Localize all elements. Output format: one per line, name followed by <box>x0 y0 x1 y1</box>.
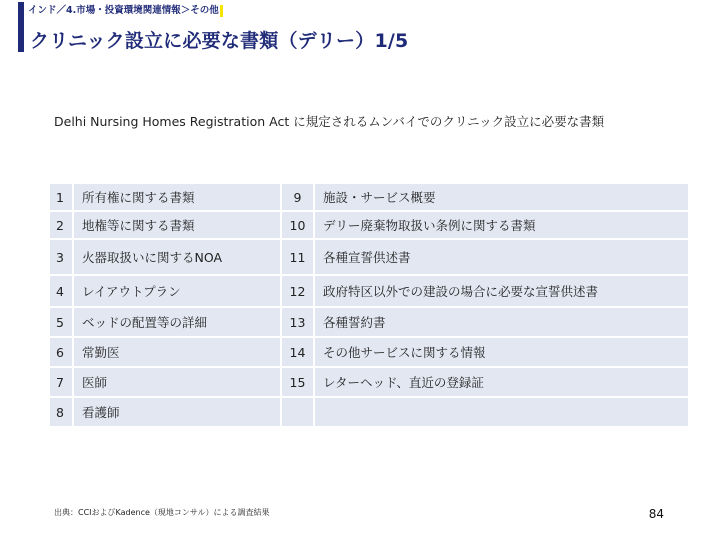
doc-name: 所有権に関する書類 <box>73 183 281 211</box>
doc-name: 地権等に関する書類 <box>73 211 281 239</box>
documents-table <box>48 182 690 428</box>
doc-name: 火器取扱いに関するNOA <box>73 239 281 275</box>
table-row <box>49 337 689 367</box>
doc-number: 7 <box>49 367 73 397</box>
doc-name: デリー廃棄物取扱い条例に関する書類 <box>314 211 689 239</box>
doc-name: 各種誓約書 <box>314 307 689 337</box>
doc-number: 2 <box>49 211 73 239</box>
table-row <box>49 367 689 397</box>
doc-name: 施設・サービス概要 <box>314 183 689 211</box>
breadcrumb-text: インド／4.市場・投資環境関連情報＞その他 <box>28 5 219 16</box>
breadcrumb-highlight-mark <box>220 5 223 17</box>
doc-name: 看護師 <box>73 397 281 427</box>
doc-number: 5 <box>49 307 73 337</box>
source-footnote: 出典：CCIおよびKadence（現地コンサル）による調査結果 <box>54 508 270 517</box>
doc-number: 10 <box>281 211 314 239</box>
table-row <box>49 307 689 337</box>
table-row <box>49 183 689 211</box>
doc-name: その他サービスに関する情報 <box>314 337 689 367</box>
doc-number: 15 <box>281 367 314 397</box>
doc-number: 4 <box>49 275 73 307</box>
doc-number: 3 <box>49 239 73 275</box>
doc-name: 常勤医 <box>73 337 281 367</box>
doc-name <box>314 397 689 427</box>
doc-name: 各種宣誓供述書 <box>314 239 689 275</box>
title-accent-bar <box>18 2 24 52</box>
table-row <box>49 239 689 275</box>
doc-number: 13 <box>281 307 314 337</box>
doc-number: 8 <box>49 397 73 427</box>
table-row <box>49 397 689 427</box>
doc-number: 9 <box>281 183 314 211</box>
doc-number: 14 <box>281 337 314 367</box>
doc-number <box>281 397 314 427</box>
doc-name: 政府特区以外での建設の場合に必要な宣誓供述書 <box>314 275 689 307</box>
doc-number: 1 <box>49 183 73 211</box>
doc-number: 11 <box>281 239 314 275</box>
doc-name: レイアウトプラン <box>73 275 281 307</box>
page-number: 84 <box>648 507 664 521</box>
doc-number: 12 <box>281 275 314 307</box>
table-row <box>49 275 689 307</box>
breadcrumb <box>28 4 223 18</box>
doc-name: ベッドの配置等の詳細 <box>73 307 281 337</box>
doc-name: レターヘッド、直近の登録証 <box>314 367 689 397</box>
intro-text: Delhi Nursing Homes Registration Act に規定されるムンバイでのクリニック設立に必要な書類 <box>54 114 605 129</box>
doc-number: 6 <box>49 337 73 367</box>
page-title: クリニック設立に必要な書類（デリー）1/5 <box>30 30 409 52</box>
doc-name: 医師 <box>73 367 281 397</box>
table-row <box>49 211 689 239</box>
